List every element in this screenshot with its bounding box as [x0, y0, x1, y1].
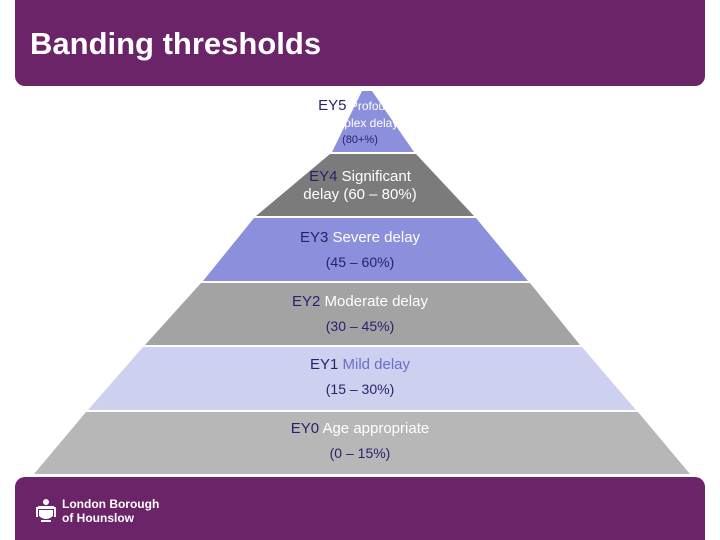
band-desc: Severe delay [328, 229, 421, 246]
band-range: (30 – 45%) [325, 318, 395, 334]
band-desc: Moderate delay [320, 293, 428, 310]
band-code: EY5 [318, 97, 347, 114]
band-range: (45 – 60%) [325, 254, 395, 270]
band-ey0 [0, 420, 720, 462]
band-desc: Mild delay [338, 356, 411, 373]
band-ey2 [0, 293, 720, 335]
footer-bar [15, 477, 705, 540]
band-ey5 [0, 97, 720, 148]
band-ey4 [0, 168, 720, 204]
band-ey3 [0, 229, 720, 271]
band-code: EY0 [290, 420, 320, 437]
band-range: (80+%) [342, 134, 378, 146]
band-desc-line2: delay (60 – 80%) [303, 186, 417, 203]
borough-crest-icon [35, 496, 57, 524]
page-title: Banding thresholds [30, 26, 322, 61]
band-ey1 [0, 356, 720, 398]
band-code: EY4 [309, 168, 338, 185]
band-code: EY3 [299, 229, 329, 246]
band-desc: Significant [337, 168, 411, 185]
band-range: (0 – 15%) [329, 445, 391, 461]
band-desc-line2: complex delay [321, 116, 399, 130]
logo-line-1: London Borough [62, 497, 160, 511]
band-range: (15 – 30%) [325, 381, 395, 397]
logo-line-2: of Hounslow [62, 511, 134, 525]
band-desc: Age appropriate [319, 420, 430, 437]
band-code: EY1 [309, 356, 339, 373]
band-code: EY2 [292, 293, 321, 310]
council-logo [35, 495, 185, 525]
band-desc: Profound/ [346, 99, 402, 113]
